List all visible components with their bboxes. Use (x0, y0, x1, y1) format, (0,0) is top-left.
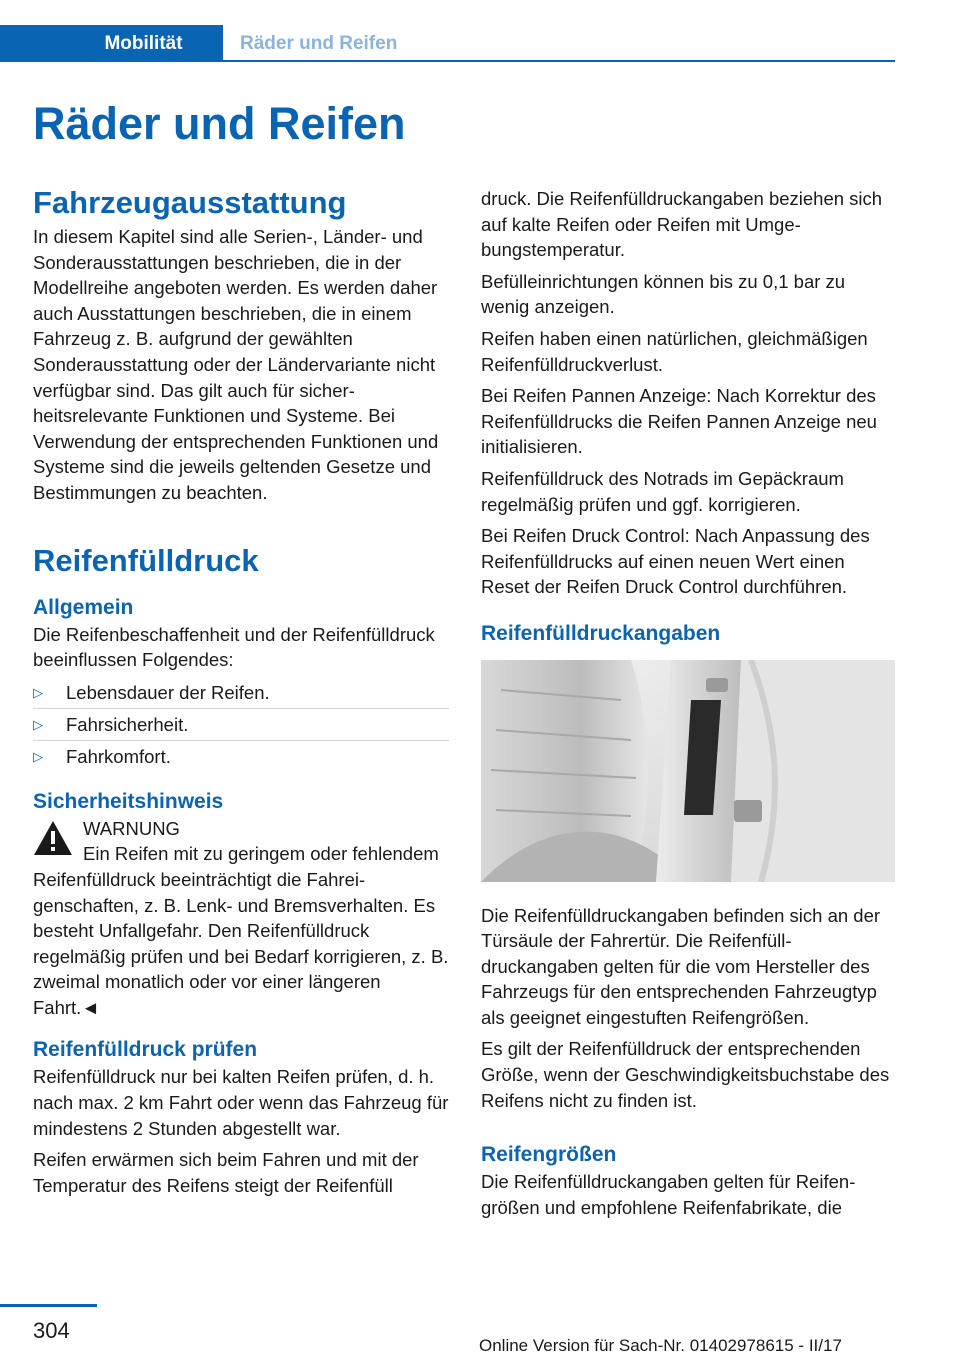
heading-allgemein: Allgemein (33, 595, 134, 619)
paragraph-reifengroessen: Die Reifenfülldruckangaben gelten für Reifengrößen und empfohlene Reifenfabrikate, die (481, 1171, 856, 1218)
list-item (33, 677, 449, 709)
heading-sicherheitshinweis: Sicherheitshinweis (33, 789, 224, 813)
door-pillar-illustration (481, 660, 895, 882)
paragraph-right-2: Befülleinrichtungen können bis zu 0,1 bar zu wenig anzeigen. (481, 270, 846, 318)
paragraph-angaben-2: Es gilt der Reifenfülldruck der entsprechenden Größe, wenn der Geschwindigkeitsbuchstabe des Reifens nicht zu finden ist. (481, 1038, 890, 1111)
page-title: Räder und Reifen (33, 98, 406, 149)
heading-reifenfuelldruck: Reifenfülldruck (33, 542, 259, 578)
paragraph-allgemein: Die Reifenbeschaffenheit und der Reifenfülldruck beeinflussen Folgendes: (33, 623, 435, 671)
tab-raeder-und-reifen[interactable]: Räder und Reifen (240, 32, 398, 54)
list-item (33, 741, 449, 772)
footer-divider (0, 1304, 97, 1307)
online-version-note: Online Version für Sach-Nr. 01402978615 - II/17 (479, 1336, 842, 1355)
paragraph-right-1: druck. Die Reifenfülldruckangaben beziehen sich auf kalte Reifen oder Reifen mit Umgebungstemperatur. (481, 188, 883, 261)
warning-triangle-icon (33, 820, 73, 856)
paragraph-right-6: Bei Reifen Druck Control: Nach Anpassung des Reifenfülldrucks auf einen neuen Wert einen Reset der Reifen Druck Control durchführen. (481, 525, 870, 598)
paragraph-right-3: Reifen haben einen natürlichen, gleichmäßigen Reifenfülldruckverlust. (481, 327, 868, 375)
paragraph-pruefen-2: Reifen erwärmen sich beim Fahren und mit der Temperatur des Reifens steigt der Reifenfüll (33, 1149, 419, 1196)
header-divider (223, 60, 895, 62)
header-bar (0, 25, 895, 62)
warning-text (33, 841, 449, 1020)
warning-text-content: Ein Reifen mit zu geringem oder fehlendem Reifenfülldruck beeinträchtigt die Fahreigenschaften, z. B. Lenk- und Bremsverhalten. Es besteht Unfallgefahr. Den Reifenfülldruck regelmäßig prüfen und bei Bedarf korrigieren, z. B. zweimal monatlich oder vor einer längeren Fahrt.◄ (33, 843, 449, 1018)
paragraph-right-5: Reifenfülldruck des Notrads im Gepäckraum regelmäßig prüfen und ggf. korrigieren. (481, 467, 844, 515)
heading-reifenfuelldruckangaben: Reifenfülldruckangaben (481, 621, 721, 645)
triangle-right-icon: ▷ (33, 684, 43, 700)
page-number: 304 (33, 1318, 70, 1343)
left-column (33, 184, 449, 1204)
paragraph-fahrzeugausstattung: In diesem Kapitel sind alle Serien-, Länder- und Sonderausstattungen beschrieben, die in der Modellreihe angeboten werden. Es werden daher auch Ausstattungen beschrieben, die in einem Fahrzeug z. B. aufgrund der gewählten Sonderausstattung oder der Ländervariante nicht verfügbar sind. Das gilt auch für sicherheitsrelevante Funktionen und Systeme. Bei Verwendung der entsprechenden Funktionen und Systeme sind die jeweils geltenden Gesetze und Bestimmungen zu beachten. (33, 226, 439, 503)
right-column (481, 186, 897, 1226)
warning-block (33, 816, 449, 1021)
warning-label: WARNUNG (83, 817, 180, 839)
paragraph-pruefen-1: Reifenfülldruck nur bei kalten Reifen prüfen, d. h. nach max. 2 km Fahrt oder wenn das Fahrzeug für mindestens 2 Stunden abgestellt war. (33, 1066, 449, 1139)
heading-fahrzeugausstattung: Fahrzeugausstattung (33, 185, 347, 220)
list-item-text: Lebensdauer der Reifen. (66, 681, 270, 703)
list-item-text: Fahrkomfort. (66, 745, 171, 767)
triangle-right-icon: ▷ (33, 716, 43, 732)
tab-mobilitaet[interactable]: Mobilität (0, 25, 223, 62)
triangle-right-icon: ▷ (33, 748, 43, 764)
bullet-list (33, 677, 449, 772)
paragraph-angaben-1: Die Reifenfülldruckangaben befinden sich an der Türsäule der Fahrertür. Die Reifenfülldruckangaben gelten für die vom Hersteller des Fahrzeugs für den entsprechenden Fahrzeugtyp als geeignet eingestuften Reifengrößen. (481, 904, 881, 1028)
heading-reifengroessen: Reifengrößen (481, 1143, 617, 1167)
heading-reifenfuelldruck-pruefen: Reifenfülldruck prüfen (33, 1038, 258, 1062)
paragraph-right-4: Bei Reifen Pannen Anzeige: Nach Korrektur des Reifenfülldrucks die Reifen Pannen Anzeige neu initialisieren. (481, 385, 877, 458)
list-item (33, 709, 449, 741)
list-item-text: Fahrsicherheit. (66, 713, 189, 735)
